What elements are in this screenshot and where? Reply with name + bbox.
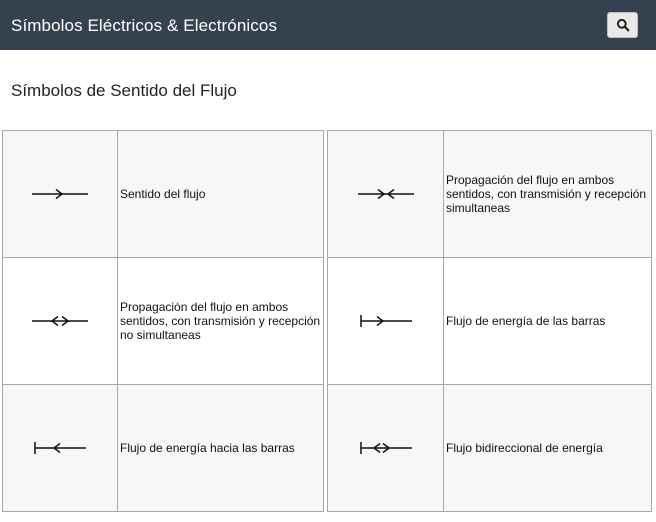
table-row	[328, 131, 652, 258]
table-row	[3, 131, 324, 258]
symbol-cell	[328, 258, 444, 385]
search-button[interactable]	[607, 12, 638, 38]
table-row	[3, 258, 324, 385]
symbols-table-right	[327, 130, 652, 512]
energy-to-busbar-arrow-icon	[32, 440, 88, 456]
top-navbar	[0, 0, 656, 50]
symbol-description: Propagación del flujo en ambos sentidos, con transmisión y recepción no simultaneas	[118, 258, 324, 385]
symbol-description: Flujo de energía hacia las barras	[118, 385, 324, 512]
symbol-cell	[328, 385, 444, 512]
symbol-cell	[3, 258, 118, 385]
table-row	[328, 258, 652, 385]
energy-from-busbar-arrow-icon	[358, 313, 414, 329]
symbol-description: Flujo de energía de las barras	[444, 258, 652, 385]
bidirectional-energy-arrow-icon	[358, 440, 414, 456]
table-row	[328, 385, 652, 512]
flow-direction-arrow-icon	[30, 188, 90, 200]
symbols-table-left	[2, 130, 324, 512]
symbol-cell	[328, 131, 444, 258]
symbol-cell	[3, 385, 118, 512]
symbol-description: Flujo bidireccional de energía	[444, 385, 652, 512]
site-title[interactable]: Símbolos Eléctricos & Electrónicos	[11, 16, 278, 35]
search-icon	[616, 18, 630, 32]
symbol-description: Sentido del flujo	[118, 131, 324, 258]
symbols-grid	[0, 130, 656, 518]
page-title: Símbolos de Sentido del Flujo	[11, 81, 237, 100]
table-row	[3, 385, 324, 512]
bidirectional-simultaneous-arrow-icon	[356, 187, 416, 201]
bidirectional-nonsimultaneous-arrow-icon	[30, 314, 90, 328]
symbol-cell	[3, 131, 118, 258]
symbol-description: Propagación del flujo en ambos sentidos, con transmisión y recepción simultaneas	[444, 131, 652, 258]
